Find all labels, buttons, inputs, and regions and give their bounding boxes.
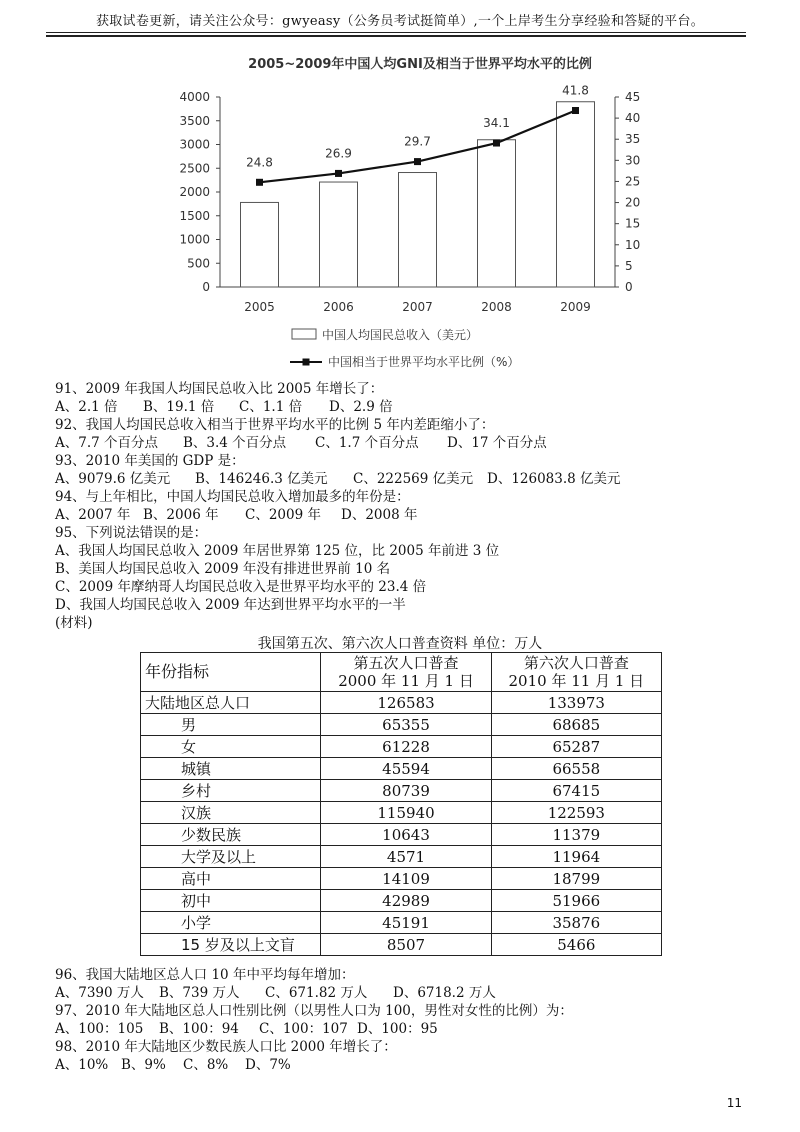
option-94-a: A、2007 年	[55, 507, 131, 523]
option-95-a: A、我国人均国民总收入 2009 年居世界第 125 位，比 2005 年前进 3 位	[55, 543, 500, 559]
row-value-2000: 14109	[321, 868, 491, 890]
header-sixth-census	[491, 653, 661, 692]
row-name: 高中	[141, 868, 321, 890]
row-value-2000: 4571	[321, 846, 491, 868]
option-95-d: D、我国人均国民总收入 2009 年达到世界平均水平的一半	[55, 597, 406, 613]
gni-bar	[557, 102, 595, 287]
ratio-data-label: 26.9	[325, 146, 352, 161]
row-name: 大学及以上	[141, 846, 321, 868]
table-row	[141, 714, 662, 736]
table-row	[141, 758, 662, 780]
ratio-data-label: 41.8	[562, 83, 589, 98]
left-axis-tick-label: 4000	[179, 90, 210, 104]
option-92-b: B、3.4 个百分点	[183, 435, 287, 451]
row-name: 汉族	[141, 802, 321, 824]
row-value-2000: 65355	[321, 714, 491, 736]
row-value-2010: 67415	[491, 780, 661, 802]
option-98-c: C、8%	[183, 1057, 229, 1073]
option-98-a: A、10%	[55, 1057, 109, 1073]
row-value-2010: 66558	[491, 758, 661, 780]
option-96-d: D、6718.2 万人	[393, 985, 496, 1001]
left-axis-tick-label: 1000	[179, 232, 210, 247]
table-row	[141, 934, 662, 956]
option-91-a: A、2.1 倍	[55, 399, 118, 415]
table-row	[141, 780, 662, 802]
x-axis-tick-label: 2009	[560, 300, 591, 314]
row-value-2000: 45191	[321, 912, 491, 934]
row-name: 女	[141, 736, 321, 758]
header-rule-top	[46, 32, 746, 33]
options-96	[55, 984, 496, 1002]
left-axis-tick-label: 2500	[179, 161, 210, 176]
options-93	[55, 470, 621, 488]
row-name: 少数民族	[141, 824, 321, 846]
row-value-2000: 115940	[321, 802, 491, 824]
row-value-2010: 122593	[491, 802, 661, 824]
question-98: 98、2010 年大陆地区少数民族人口比 2000 年增长了：	[55, 1039, 397, 1055]
left-axis-tick-label: 3500	[179, 113, 210, 128]
left-axis-tick-label: 0	[202, 280, 210, 294]
row-value-2010: 11379	[491, 824, 661, 846]
row-value-2000: 8507	[321, 934, 491, 956]
ratio-point-marker	[335, 170, 342, 177]
option-95-b: B、美国人均国民总收入 2009 年没有排进世界前 10 名	[55, 561, 391, 577]
header-rule-bottom	[46, 35, 746, 37]
x-axis-tick-label: 2007	[402, 300, 433, 314]
table-row	[141, 868, 662, 890]
right-axis-tick-label: 20	[625, 195, 641, 210]
table-title: 我国第五次、第六次人口普查资料 单位：万人	[257, 636, 543, 652]
table-row	[141, 846, 662, 868]
option-92-c: C、1.7 个百分点	[315, 435, 419, 451]
right-axis-tick-label: 10	[625, 237, 641, 252]
right-axis-tick-label: 0	[625, 280, 633, 294]
question-96: 96、我国大陆地区总人口 10 年中平均每年增加：	[55, 967, 355, 983]
left-axis-tick-label: 1500	[179, 208, 210, 223]
page-header: 获取试卷更新，请关注公众号：gwyeasy（公务员考试挺简单）,一个上岸考生分享经验和答疑的平台。	[95, 14, 705, 29]
row-value-2000: 61228	[321, 736, 491, 758]
right-axis-tick-label: 45	[625, 90, 641, 104]
table-row	[141, 802, 662, 824]
row-name: 大陆地区总人口	[141, 692, 321, 714]
right-axis-tick-label: 35	[625, 132, 641, 147]
row-name: 小学	[141, 912, 321, 934]
option-94-c: C、2009 年	[245, 507, 321, 523]
option-97-b: B、100：94	[159, 1021, 239, 1037]
row-value-2010: 68685	[491, 714, 661, 736]
table-row	[141, 890, 662, 912]
legend-bar-label: 中国人均国民总收入（美元）	[322, 328, 479, 342]
option-95-c: C、2009 年摩纳哥人均国民总收入是世界平均水平的 23.4 倍	[55, 579, 427, 595]
header-fifth-title: 第五次人口普查	[353, 654, 459, 672]
left-axis-tick-label: 3000	[179, 137, 210, 152]
option-96-b: B、739 万人	[159, 985, 240, 1001]
option-96-c: C、671.82 万人	[265, 985, 368, 1001]
question-94: 94、与上年相比，中国人均国民总收入增加最多的年份是：	[55, 489, 410, 505]
question-92: 92、我国人均国民总收入相当于世界平均水平的比例 5 年内差距缩小了：	[55, 417, 495, 433]
gni-bar	[320, 182, 358, 287]
legend-bar-swatch	[292, 329, 316, 339]
table-row	[141, 692, 662, 714]
row-value-2010: 11964	[491, 846, 661, 868]
legend-line-label: 中国相当于世界平均水平比例（%）	[328, 355, 520, 369]
question-91: 91、2009 年我国人均国民总收入比 2005 年增长了：	[55, 381, 384, 397]
option-94-b: B、2006 年	[143, 507, 219, 523]
row-value-2000: 126583	[321, 692, 491, 714]
option-91-b: B、19.1 倍	[143, 399, 215, 415]
option-97-c: C、100：107	[259, 1021, 348, 1037]
chart-title: 2005~2009年中国人均GNI及相当于世界平均水平的比例	[248, 57, 592, 72]
options-92	[55, 434, 547, 452]
option-93-b: B、146246.3 亿美元	[195, 471, 328, 487]
page-number: 11	[726, 1096, 742, 1110]
option-98-b: B、9%	[121, 1057, 166, 1073]
row-value-2000: 80739	[321, 780, 491, 802]
option-94-d: D、2008 年	[341, 507, 418, 523]
row-value-2010: 35876	[491, 912, 661, 934]
gni-bar	[241, 202, 279, 287]
x-axis-tick-label: 2006	[323, 300, 354, 314]
option-93-c: C、222569 亿美元	[353, 471, 474, 487]
option-93-a: A、9079.6 亿美元	[55, 471, 171, 487]
table-row	[141, 912, 662, 934]
option-92-d: D、17 个百分点	[447, 435, 547, 451]
right-axis-tick-label: 40	[625, 111, 641, 126]
row-name: 男	[141, 714, 321, 736]
left-axis-tick-label: 500	[187, 256, 210, 271]
table-row	[141, 824, 662, 846]
census-table	[140, 652, 662, 956]
question-95: 95、下列说法错误的是：	[55, 525, 208, 541]
gni-chart	[160, 50, 680, 380]
ratio-point-marker	[572, 107, 579, 114]
options-98	[55, 1056, 291, 1074]
material-label: (材料)	[55, 615, 93, 631]
question-97: 97、2010 年大陆地区总人口性别比例（以男性人口为 100，男性对女性的比例）为：	[55, 1003, 573, 1019]
option-91-c: C、1.1 倍	[239, 399, 303, 415]
header-sixth-date: 2010 年 11 月 1 日	[508, 672, 645, 690]
header-fifth-census	[321, 653, 491, 692]
right-axis-tick-label: 30	[625, 153, 641, 168]
options-91	[55, 398, 393, 416]
x-axis-tick-label: 2008	[481, 300, 512, 314]
right-axis-tick-label: 15	[625, 216, 641, 231]
row-name: 初中	[141, 890, 321, 912]
option-97-d: D、100：95	[357, 1021, 438, 1037]
ratio-point-marker	[493, 140, 500, 147]
option-91-d: D、2.9 倍	[329, 399, 393, 415]
ratio-point-marker	[256, 179, 263, 186]
header-indicator: 年份指标	[141, 653, 321, 692]
header-fifth-date: 2000 年 11 月 1 日	[338, 672, 474, 690]
row-value-2010: 133973	[491, 692, 661, 714]
left-axis-tick-label: 2000	[179, 185, 210, 199]
ratio-data-label: 24.8	[246, 155, 273, 170]
table-row	[141, 736, 662, 758]
x-axis-tick-label: 2005	[244, 300, 275, 314]
options-94	[55, 506, 417, 524]
option-97-a: A、100：105	[55, 1021, 144, 1037]
row-name: 城镇	[141, 758, 321, 780]
gni-bar	[478, 140, 516, 287]
row-value-2010: 65287	[491, 736, 661, 758]
row-name: 15 岁及以上文盲	[141, 934, 321, 956]
right-axis-tick-label: 25	[625, 174, 641, 189]
row-value-2010: 5466	[491, 934, 661, 956]
legend-line-marker	[303, 359, 310, 366]
option-93-d: D、126083.8 亿美元	[487, 471, 621, 487]
row-value-2000: 10643	[321, 824, 491, 846]
ratio-point-marker	[414, 158, 421, 165]
option-96-a: A、7390 万人	[55, 985, 144, 1001]
options-97	[55, 1020, 438, 1038]
row-value-2010: 51966	[491, 890, 661, 912]
question-93: 93、2010 年美国的 GDP 是：	[55, 453, 245, 469]
option-98-d: D、7%	[245, 1057, 291, 1073]
ratio-data-label: 34.1	[483, 116, 510, 131]
ratio-data-label: 29.7	[404, 134, 431, 149]
row-value-2000: 45594	[321, 758, 491, 780]
header-sixth-title: 第六次人口普查	[523, 654, 629, 672]
table-header-row	[141, 653, 662, 692]
right-axis-tick-label: 5	[625, 258, 633, 273]
row-value-2010: 18799	[491, 868, 661, 890]
row-value-2000: 42989	[321, 890, 491, 912]
row-name: 乡村	[141, 780, 321, 802]
option-92-a: A、7.7 个百分点	[55, 435, 159, 451]
gni-bar	[399, 173, 437, 287]
